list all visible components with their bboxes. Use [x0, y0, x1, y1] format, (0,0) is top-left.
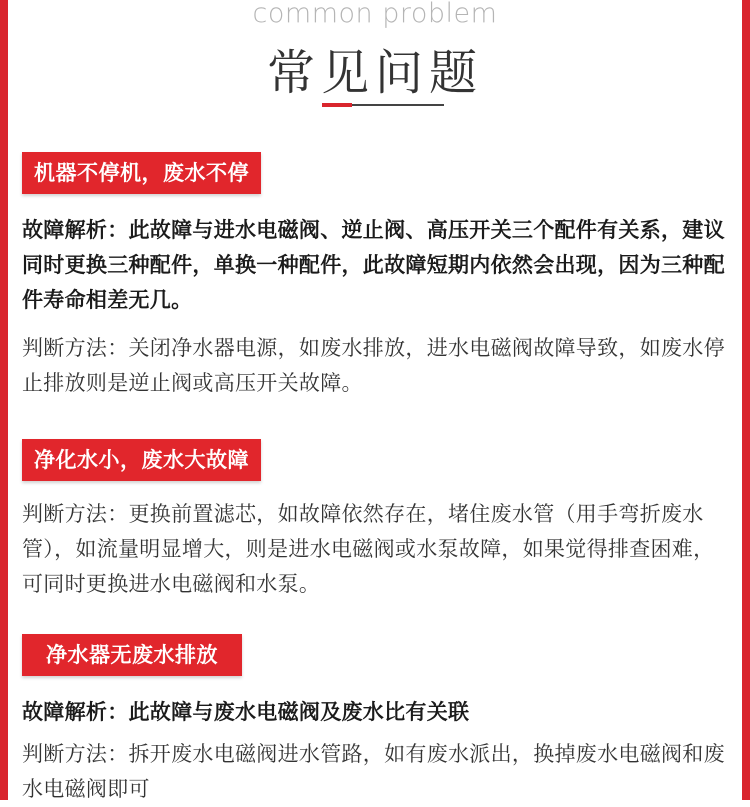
section-3-analysis: 故障解析：此故障与废水电磁阀及废水比有关联: [22, 700, 470, 724]
left-frame-border: [0, 0, 8, 800]
section-2-method: 判断方法：更换前置滤芯，如故障依然存在，堵住废水管（用手弯折废水管），如流量明显增大，则是进水电磁阀或水泵故障，如果觉得排查困难，可同时更换进水电磁阀和水泵。: [22, 502, 715, 596]
page-title: 常见问题: [266, 45, 483, 101]
section-badge-no-stop: 机器不停机，废水不停: [22, 152, 261, 194]
section-badge-low-flow: 净化水小，废水大故障: [22, 439, 261, 481]
section-3-method: 判断方法：拆开废水电磁阀进水管路，如有废水派出，换掉废水电磁阀和废水电磁阀即可: [22, 742, 725, 801]
right-frame-border: [742, 0, 750, 800]
section-1-method: 判断方法：关闭净水器电源，如废水排放，进水电磁阀故障导致，如废水停止排放则是逆止阀或高压开关故障。: [22, 336, 725, 395]
section-badge-no-drain: 净水器无废水排放: [22, 634, 242, 676]
header-subtitle: common problem: [252, 0, 498, 29]
section-1-analysis: 故障解析：此故障与进水电磁阀、逆止阀、高压开关三个配件有关系，建议同时更换三种配件，单换一种配件，此故障短期内依然会出现，因为三种配件寿命相差无几。: [22, 218, 725, 312]
title-divider-accent: [322, 103, 352, 107]
